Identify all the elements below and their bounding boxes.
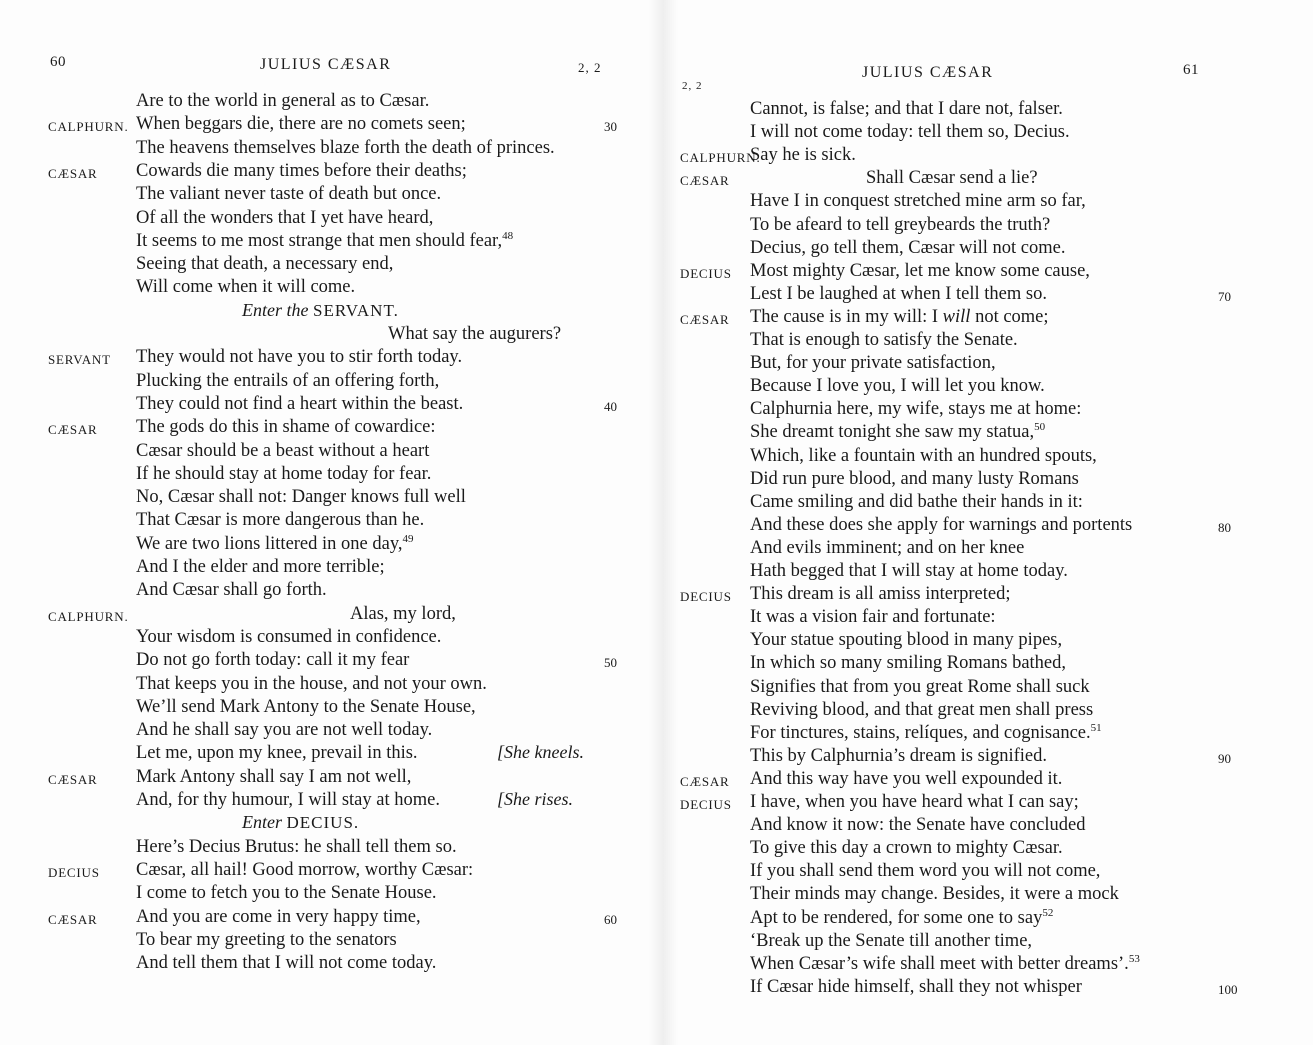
- verse-line: Say he is sick.: [750, 145, 856, 166]
- stage-direction-name: DECIUS.: [286, 813, 360, 833]
- verse-line: Here’s Decius Brutus: he shall tell them so.: [136, 836, 457, 857]
- page-number: 60: [50, 54, 66, 70]
- verse-line: I have, when you have heard what I can say;: [750, 792, 1079, 812]
- verse-line: When Cæsar’s wife shall meet with better dreams’.$^{53}$: [750, 952, 1140, 974]
- verse-line: Cæsar, all hail! Good morrow, worthy Cæsar:: [136, 859, 474, 880]
- verse-line: To be afeard to tell greybeards the truth?: [750, 214, 1051, 235]
- speaker-name: DECIUS: [48, 864, 100, 880]
- verse-line: We are two lions littered in one day,$^{49}$: [136, 532, 414, 554]
- verse-line: That Cæsar is more dangerous than he.: [136, 510, 425, 531]
- verse-line: When beggars die, there are no comets seen;: [136, 114, 466, 135]
- speaker-name: CALPHURN.: [680, 150, 761, 166]
- verse-line: This dream is all amiss interpreted;: [750, 584, 1011, 605]
- verse-line: Do not go forth today: call it my fear: [136, 650, 410, 671]
- line-number: 40: [604, 398, 617, 414]
- speaker-name: CÆSAR: [48, 911, 98, 927]
- footnote-marker: 49: [402, 532, 414, 545]
- verse-line: No, Cæsar shall not: Danger knows full well: [136, 487, 466, 508]
- line-number: 100: [1218, 981, 1238, 997]
- verse-line: They would not have you to stir forth today.: [136, 347, 463, 368]
- page-gutter: [648, 0, 678, 1045]
- speaker-name: SERVANT: [48, 352, 111, 368]
- verse-line: Calphurnia here, my wife, stays me at home:: [750, 399, 1082, 420]
- verse-line: Your wisdom is consumed in confidence.: [136, 626, 442, 647]
- emphasis: will: [942, 306, 971, 327]
- footnote-marker: 51: [1090, 721, 1102, 734]
- verse-line: This by Calphurnia’s dream is signified.: [750, 745, 1047, 766]
- verse-line: And Cæsar shall go forth.: [136, 580, 327, 601]
- verse-line: And these does she apply for warnings and portents: [750, 514, 1133, 535]
- verse-line: What say the augurers?: [388, 324, 562, 344]
- verse-line: Let me, upon my knee, prevail in this.: [136, 743, 418, 764]
- speaker-name: CALPHURN.: [48, 608, 129, 624]
- verse-line: Cowards die many times before their deaths;: [136, 160, 467, 181]
- verse-line: And, for thy humour, I will stay at home.: [136, 790, 440, 810]
- footnote-marker: 50: [1034, 421, 1046, 434]
- verse-line: That is enough to satisfy the Senate.: [750, 330, 1018, 350]
- running-head: JULIUS CÆSAR: [260, 56, 392, 73]
- verse-line: And evils imminent; and on her knee: [750, 537, 1025, 558]
- speaker-name: DECIUS: [680, 589, 732, 605]
- speaker-name: DECIUS: [680, 265, 732, 281]
- verse-line: Decius, go tell them, Cæsar will not come.: [750, 237, 1066, 258]
- verse-line: Shall Cæsar send a lie?: [866, 168, 1038, 189]
- verse-line: Mark Antony shall say I am not well,: [136, 766, 412, 787]
- verse-line: The heavens themselves blaze forth the death of princes.: [136, 137, 555, 158]
- verse-line: ‘Break up the Senate till another time,: [750, 930, 1033, 951]
- verse-line: Of all the wonders that I yet have heard,: [136, 207, 434, 228]
- verse-line: And I the elder and more terrible;: [136, 557, 385, 577]
- verse-line: If you shall send them word you will not come,: [750, 861, 1101, 882]
- verse-line: If Cæsar hide himself, shall they not whisper: [750, 976, 1082, 997]
- running-head: JULIUS CÆSAR: [862, 64, 994, 81]
- line-number: 50: [604, 655, 617, 671]
- speaker-name: CÆSAR: [48, 422, 98, 438]
- verse-line: Signifies that from you great Rome shall suck: [750, 676, 1090, 697]
- stage-direction: Enter DECIUS.: [242, 812, 360, 833]
- verse-line: Hath begged that I will stay at home today.: [750, 561, 1068, 581]
- stage-direction-name: SERVANT.: [312, 300, 399, 320]
- verse-line: Because I love you, I will let you know.: [750, 376, 1045, 397]
- speaker-name: CÆSAR: [48, 165, 98, 181]
- verse-line: That keeps you in the house, and not your own.: [136, 673, 487, 694]
- verse-line: Alas, my lord,: [350, 603, 456, 624]
- scene-reference: 2, 2: [682, 80, 703, 92]
- verse-line: The cause is in my will: I will not come;: [750, 306, 1049, 327]
- verse-line: We’ll send Mark Antony to the Senate House,: [136, 696, 476, 717]
- speaker-name: DECIUS: [680, 797, 732, 812]
- verse-line: Have I in conquest stretched mine arm so far,: [750, 191, 1086, 212]
- verse-line: And this way have you well expounded it.: [750, 768, 1063, 789]
- verse-line: In which so many smiling Romans bathed,: [750, 653, 1067, 674]
- verse-line: Most mighty Cæsar, let me know some cause,: [750, 260, 1090, 281]
- line-number: 30: [604, 119, 617, 135]
- footnote-marker: 53: [1128, 952, 1140, 965]
- verse-line: Your statue spouting blood in many pipes,: [750, 630, 1063, 651]
- line-number: 90: [1218, 750, 1231, 766]
- speaker-name: CÆSAR: [680, 173, 730, 189]
- speaker-name: CALPHURN.: [48, 119, 129, 135]
- verse-line: Lest I be laughed at when I tell them so.: [750, 283, 1047, 304]
- stage-direction: Enter the SERVANT.: [242, 299, 399, 320]
- verse-line: To give this day a crown to mighty Cæsar.: [750, 838, 1063, 859]
- verse-line: The gods do this in shame of cowardice:: [136, 417, 436, 438]
- verse-line: Their minds may change. Besides, it were a mock: [750, 884, 1119, 905]
- verse-line: Apt to be rendered, for some one to say$^{52}$: [750, 906, 1054, 928]
- verse-line: I will not come today: tell them so, Decius.: [750, 122, 1070, 143]
- verse-line: She dreamt tonight she saw my statua,$^{50}$: [750, 421, 1046, 443]
- page-number: 61: [1183, 62, 1199, 78]
- line-number: 80: [1218, 519, 1231, 535]
- verse-line: Cæsar should be a beast without a heart: [136, 440, 430, 461]
- verse-line: Cannot, is false; and that I dare not, falser.: [750, 99, 1063, 119]
- verse-line: It was a vision fair and fortunate:: [750, 607, 996, 628]
- verse-line: But, for your private satisfaction,: [750, 353, 996, 374]
- verse-line: I come to fetch you to the Senate House.: [136, 883, 437, 904]
- verse-line: Reviving blood, and that great men shall press: [750, 699, 1094, 720]
- verse-line: Are to the world in general as to Cæsar.: [136, 91, 430, 111]
- verse-line: They could not find a heart within the beast.: [136, 393, 464, 414]
- footnote-marker: 52: [1042, 906, 1054, 919]
- footnote-marker: 48: [502, 229, 514, 242]
- line-number: 60: [604, 911, 617, 927]
- speaker-name: CÆSAR: [680, 773, 730, 789]
- verse-line: The valiant never taste of death but once.: [136, 184, 442, 205]
- speaker-name: CÆSAR: [48, 771, 98, 787]
- speaker-name: CÆSAR: [680, 311, 730, 327]
- stage-direction: [She kneels.: [497, 742, 584, 763]
- verse-line: Plucking the entrails of an offering forth,: [136, 370, 440, 391]
- line-number: 70: [1218, 288, 1231, 304]
- verse-line: Will come when it will come.: [136, 277, 356, 298]
- verse-line: Did run pure blood, and many lusty Romans: [750, 468, 1079, 489]
- verse-line: Seeing that death, a necessary end,: [136, 254, 394, 275]
- verse-line: And you are come in very happy time,: [136, 906, 421, 927]
- verse-line: And he shall say you are not well today.: [136, 720, 433, 741]
- stage-direction: [She rises.: [497, 789, 573, 809]
- verse-line: Which, like a fountain with an hundred spouts,: [750, 445, 1097, 466]
- verse-line: For tinctures, stains, relíques, and cognisance.$^{51}$: [750, 721, 1102, 743]
- verse-line: Came smiling and did bathe their hands in it:: [750, 491, 1083, 512]
- verse-line: And tell them that I will not come today.: [136, 953, 437, 974]
- verse-line: If he should stay at home today for fear.: [136, 463, 432, 484]
- verse-line: To bear my greeting to the senators: [136, 929, 397, 950]
- verse-line: It seems to me most strange that men should fear,$^{48}$: [136, 229, 514, 251]
- scene-reference: 2, 2: [578, 60, 602, 75]
- verse-line: And know it now: the Senate have concluded: [750, 815, 1086, 836]
